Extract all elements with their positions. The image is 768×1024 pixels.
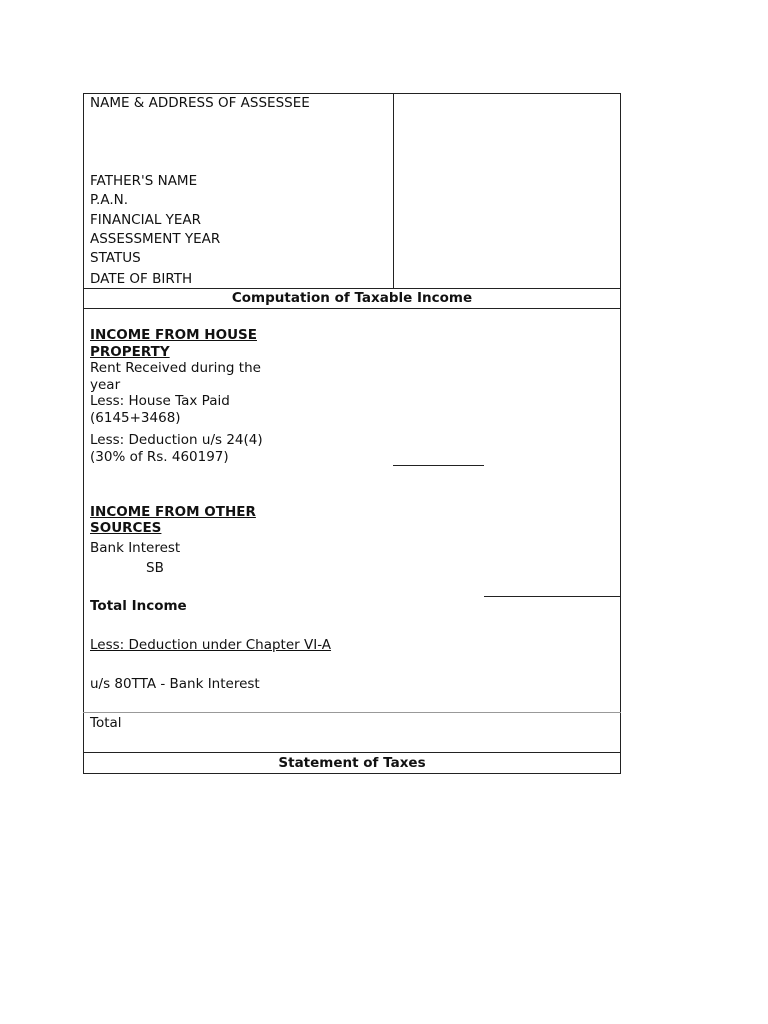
- pan-label: P.A.N.: [90, 192, 129, 208]
- dob-label: DATE OF BIRTH: [90, 271, 193, 287]
- house-property-subtotal-rule: [393, 465, 484, 466]
- house-property-heading-line1: INCOME FROM HOUSE: [90, 327, 257, 343]
- header-column-divider: [393, 93, 394, 289]
- financial-year-label: FINANCIAL YEAR: [90, 212, 202, 228]
- statement-title-top-border: [83, 752, 621, 753]
- computation-title-top-border: [83, 288, 621, 289]
- house-tax-line1: Less: House Tax Paid: [90, 393, 230, 409]
- assessment-year-label: ASSESSMENT YEAR: [90, 231, 221, 247]
- total-row-top-border: [83, 712, 621, 713]
- computation-title-bottom-border: [83, 308, 621, 309]
- rent-received-line1: Rent Received during the: [90, 360, 261, 376]
- name-address-label: NAME & ADDRESS OF ASSESSEE: [90, 95, 310, 111]
- section-80tta-label: u/s 80TTA - Bank Interest: [90, 676, 260, 692]
- computation-title: Computation of Taxable Income: [231, 290, 473, 306]
- other-sources-heading-line1: INCOME FROM OTHER: [90, 504, 256, 520]
- sb-label: SB: [146, 560, 164, 576]
- other-sources-heading-line2: SOURCES: [90, 520, 162, 536]
- total-label: Total: [90, 715, 122, 731]
- total-income-rule: [484, 596, 621, 597]
- deduction-24-line1: Less: Deduction u/s 24(4): [90, 432, 263, 448]
- status-label: STATUS: [90, 250, 141, 266]
- rent-received-line2: year: [90, 377, 121, 393]
- house-tax-line2: (6145+3468): [90, 410, 181, 426]
- house-property-heading-line2: PROPERTY: [90, 344, 170, 360]
- bank-interest-label: Bank Interest: [90, 540, 181, 556]
- total-income-label: Total Income: [90, 598, 187, 614]
- statement-title: Statement of Taxes: [278, 755, 426, 771]
- deduction-24-line2: (30% of Rs. 460197): [90, 449, 229, 465]
- chapter-via-label: Less: Deduction under Chapter VI-A: [90, 637, 332, 653]
- fathers-name-label: FATHER'S NAME: [90, 173, 198, 189]
